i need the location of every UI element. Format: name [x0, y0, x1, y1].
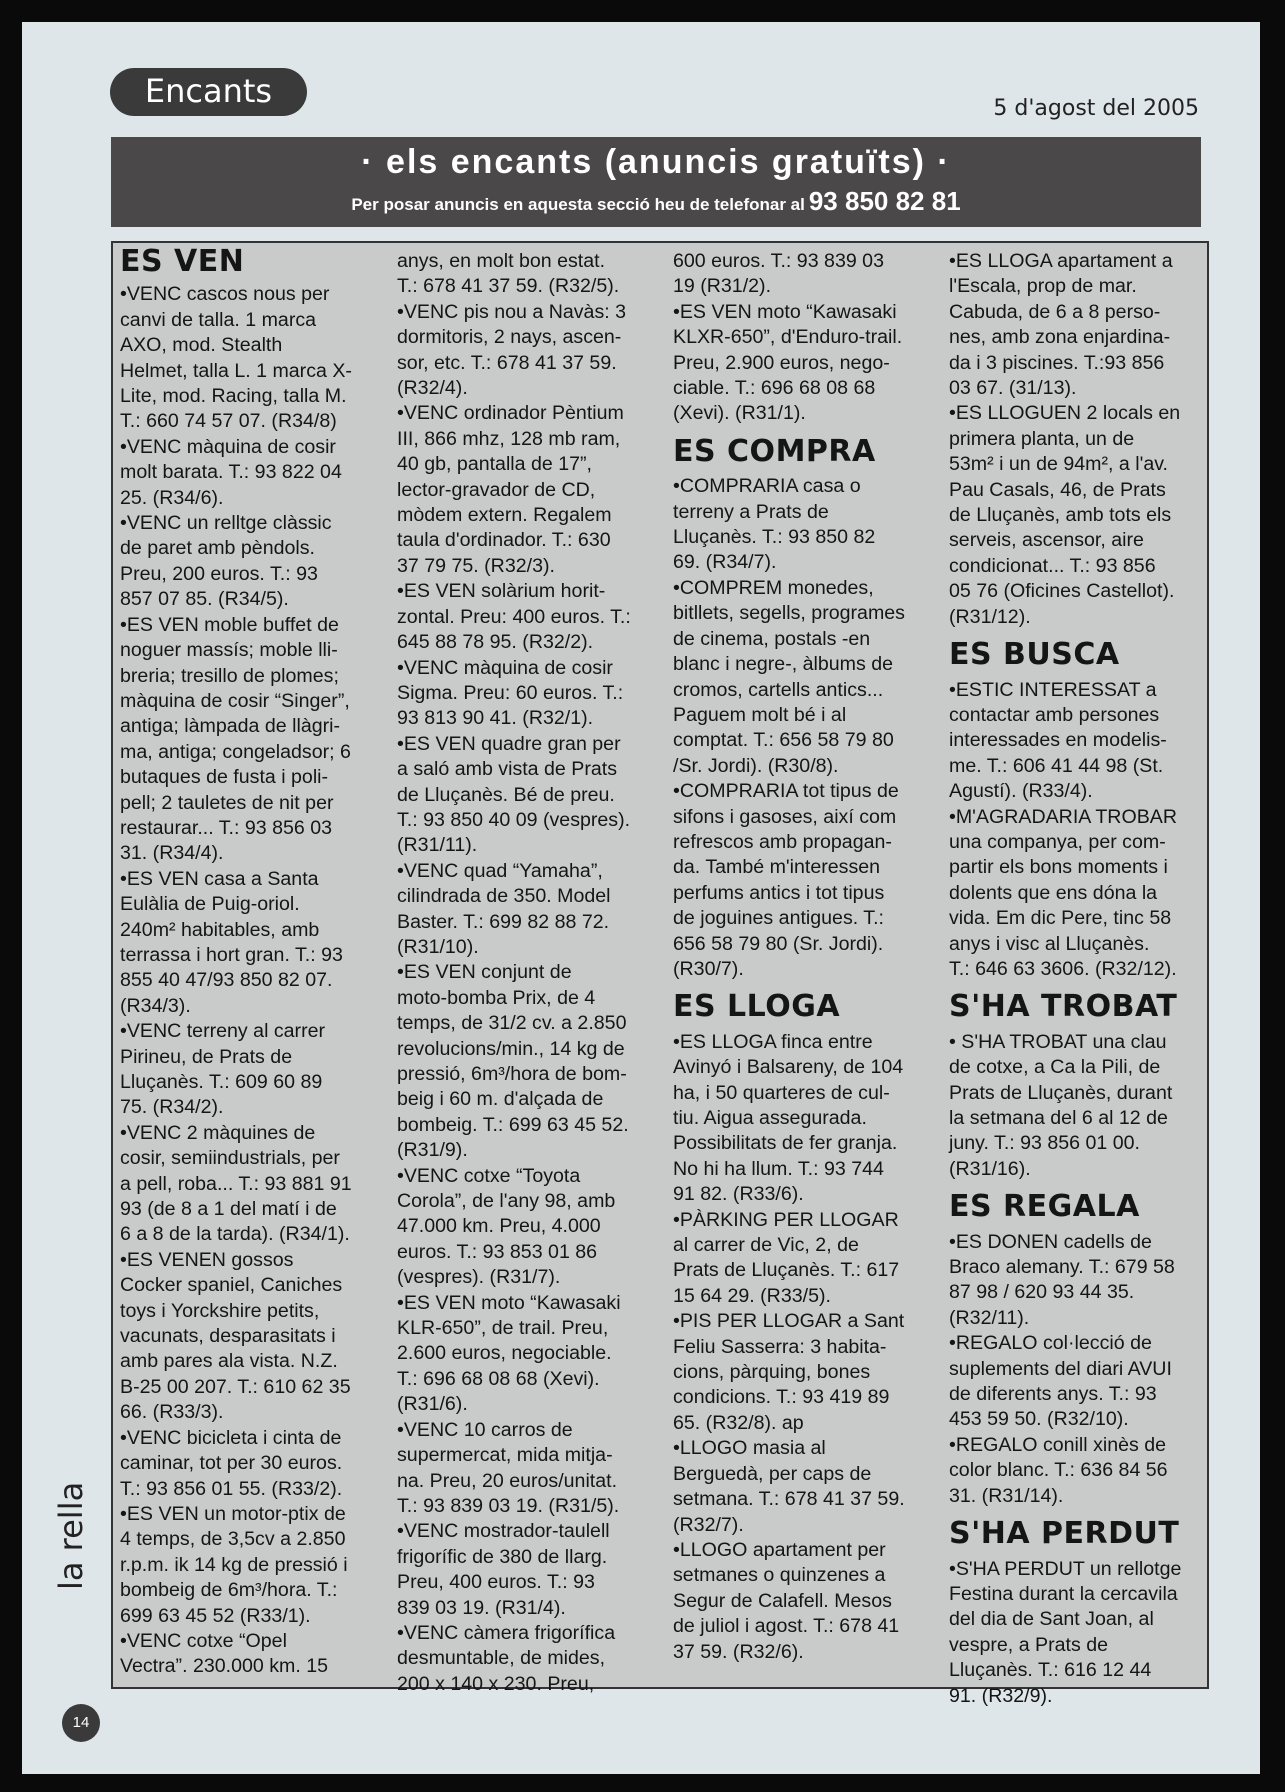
- ad-line: l'Escala, prop de mar.: [949, 275, 1137, 298]
- ad-line: (R31/9).: [397, 1139, 468, 1162]
- ad-line: •ES VEN solàrium horit-: [397, 580, 606, 603]
- ad-line: de Lluçanès. Bé de preu.: [397, 783, 615, 806]
- ad-line: 69. (R34/7).: [673, 551, 777, 574]
- ad-line: ciable. T.: 696 68 08 68: [673, 377, 876, 400]
- ad-line: bombeig de 6m³/hora. T.:: [120, 1579, 338, 1602]
- ad-line: a pell, roba... T.: 93 881 91: [120, 1172, 352, 1195]
- ad-line: de paret amb pèndols.: [120, 537, 315, 560]
- ad-line: bitllets, segells, programes: [673, 602, 905, 625]
- ad-line: la setmana del 6 al 12 de: [949, 1107, 1168, 1129]
- ad-line: 6 a 8 de la tarda). (R34/1).: [120, 1223, 350, 1246]
- ad-line: (R31/16).: [949, 1157, 1031, 1180]
- ad-line: anys, en molt bon estat.: [397, 250, 606, 272]
- ad-line: Paguem molt bé i al: [673, 703, 847, 726]
- ad-line: •VENC mostrador-taulell: [397, 1520, 610, 1543]
- ad-line: sor, etc. T.: 678 41 37 59.: [397, 351, 617, 374]
- ad-line: III, 866 mhz, 128 mb ram,: [397, 427, 621, 450]
- ad-line: interessades en modelis-: [949, 729, 1167, 752]
- ad-line: (R34/3).: [120, 994, 191, 1017]
- ad-line: 600 euros. T.: 93 839 03: [673, 250, 884, 272]
- banner-phone: 93 850 82 81: [808, 186, 961, 216]
- ad-line: 93 813 90 41. (R32/1).: [397, 707, 594, 730]
- ad-line: cilindrada de 350. Model: [397, 885, 611, 908]
- ad-line: bombeig. T.: 699 63 45 52.: [397, 1113, 629, 1136]
- ads-es-busca: [949, 678, 1207, 983]
- ad-line: •VENC un relltge clàssic: [120, 512, 332, 535]
- heading-sha-perdut: S'HA PERDUT: [949, 1516, 1180, 1552]
- ad-line: • S'HA TROBAT una clau: [949, 1030, 1167, 1053]
- ad-line: •VENC quad “Yamaha”,: [397, 859, 603, 882]
- ad-line: •ES VEN conjunt de: [397, 961, 572, 984]
- ad-line: de cinema, postals -en: [673, 627, 871, 650]
- ad-line: restaurar... T.: 93 856 03: [120, 816, 333, 839]
- ad-line: 645 88 78 95. (R32/2).: [397, 631, 594, 654]
- ad-line: T.: 660 74 57 07. (R34/8): [120, 410, 337, 433]
- ad-line: •VENC màquina de cosir: [120, 435, 336, 458]
- ad-line: euros. T.: 93 853 01 86: [397, 1240, 598, 1263]
- ads-es-compra: [673, 474, 931, 982]
- ad-line: 656 58 79 80 (Sr. Jordi).: [673, 932, 884, 955]
- classifieds-grid: [111, 241, 1209, 1707]
- publication-name: la rella: [52, 1481, 90, 1590]
- ad-line: •ES VEN casa a Santa: [120, 867, 319, 890]
- ad-line: •PIS PER LLOGAR a Sant: [673, 1310, 905, 1333]
- ad-line: na. Preu, 20 euros/unitat.: [397, 1469, 618, 1492]
- ad-line: Eulàlia de Puig-oriol.: [120, 893, 300, 916]
- ad-line: 05 76 (Oficines Castellot).: [949, 580, 1175, 603]
- ad-line: zontal. Preu: 400 euros. T.:: [397, 605, 631, 628]
- ad-line: 857 07 85. (R34/5).: [120, 588, 289, 611]
- ad-line: Prats de Lluçanès. T.: 617: [673, 1259, 900, 1282]
- heading-es-lloga: ES LLOGA: [673, 989, 841, 1025]
- ad-line: de joguines antigues. T.:: [673, 907, 884, 930]
- ad-line: (R31/10).: [397, 935, 479, 958]
- ad-line: 75. (R34/2).: [120, 1096, 224, 1119]
- ad-line: •VENC 10 carros de: [397, 1418, 573, 1441]
- heading-sha-trobat: S'HA TROBAT: [949, 989, 1178, 1025]
- ad-line: antiga; làmpada de llàgri-: [120, 715, 341, 738]
- ad-line: revolucions/min., 14 kg de: [397, 1037, 625, 1060]
- ad-line: moto-bomba Prix, de 4: [397, 986, 596, 1009]
- ad-line: B-25 00 207. T.: 610 62 35: [120, 1375, 351, 1398]
- ad-line: •VENC ordinador Pèntium: [397, 402, 624, 425]
- ad-line: a saló amb vista de Prats: [397, 758, 617, 781]
- ad-line: 03 67. (31/13).: [949, 377, 1077, 400]
- ad-line: 699 63 45 52 (R33/1).: [120, 1604, 311, 1627]
- ad-line: dormitoris, 2 nays, ascen-: [397, 326, 622, 349]
- ad-line: Sigma. Preu: 60 euros. T.:: [397, 681, 624, 704]
- banner-subtitle-text: Per posar anuncis en aquesta secció heu de telefonar al: [351, 195, 805, 214]
- ad-line: blanc i negre-, àlbums de: [673, 653, 894, 676]
- ad-line: contactar amb persones: [949, 703, 1160, 726]
- ad-line: (R31/11).: [397, 834, 478, 857]
- ad-line: cions, pàrquing, bones: [673, 1361, 871, 1384]
- ad-line: •ES VEN quadre gran per: [397, 732, 621, 755]
- ad-line: Corola”, de l'any 98, amb: [397, 1190, 616, 1213]
- ad-line: taula d'ordinador. T.: 630: [397, 529, 611, 552]
- ad-line: Feliu Sasserra: 3 habita-: [673, 1335, 887, 1358]
- ad-line: condicions. T.: 93 419 89: [673, 1386, 890, 1409]
- ad-line: •PÀRKING PER LLOGAR: [673, 1208, 899, 1231]
- ad-line: (R32/11).: [949, 1306, 1030, 1329]
- ad-line: (R32/4).: [397, 377, 468, 400]
- ad-line: (R30/7).: [673, 957, 744, 980]
- ad-line: Segur de Calafell. Mesos: [673, 1589, 892, 1612]
- ad-line: •ESTIC INTERESSAT a: [949, 678, 1157, 701]
- ad-line: T.: 93 850 40 09 (vespres).: [397, 808, 631, 831]
- ad-line: •COMPREM monedes,: [673, 576, 874, 599]
- ad-line: 15 64 29. (R33/5).: [673, 1284, 831, 1307]
- ad-line: 53m² i un de 94m², a l'av.: [949, 453, 1169, 476]
- ads-es-lloga: [673, 1030, 931, 1665]
- ad-line: màquina de cosir “Singer”,: [120, 689, 350, 712]
- ad-line: •VENC càmera frigorífica: [397, 1621, 616, 1644]
- ad-line: supermercat, mida mitja-: [397, 1444, 613, 1467]
- ad-line: Preu, 400 euros. T.: 93: [397, 1571, 595, 1594]
- ad-line: •VENC pis nou a Navàs: 3: [397, 300, 627, 323]
- ad-line: 4 temps, de 3,5cv a 2.850: [120, 1528, 346, 1551]
- ad-line: suplements del diari AVUI: [949, 1357, 1172, 1380]
- ad-line: da i 3 piscines. T.:93 856: [949, 351, 1165, 374]
- ad-line: amb pares ala vista. N.Z.: [120, 1350, 338, 1373]
- heading-es-compra: ES COMPRA: [673, 433, 876, 469]
- ads-es-ven-end: [673, 249, 931, 427]
- page-number: 14: [62, 1704, 100, 1742]
- ad-line: setmana. T.: 678 41 37 59.: [673, 1488, 905, 1511]
- ad-line: •ES VENEN gossos: [120, 1248, 294, 1271]
- column-3: [673, 249, 931, 1665]
- ad-line: Pau Casals, 46, de Prats: [949, 478, 1166, 501]
- ad-line: 2.600 euros, negociable.: [397, 1342, 612, 1365]
- ad-line: Cabuda, de 6 a 8 perso-: [949, 300, 1161, 323]
- ad-line: 91 82. (R33/6).: [673, 1183, 804, 1206]
- ad-line: Lite, mod. Racing, talla M.: [120, 385, 347, 408]
- ad-line: canvi de talla. 1 marca: [120, 308, 317, 331]
- ad-line: 19 (R31/2).: [673, 275, 772, 298]
- ad-line: del dia de Sant Joan, al: [949, 1608, 1154, 1631]
- ad-line: T.: 646 63 3606. (R32/12).: [949, 957, 1177, 980]
- ad-line: nes, amb zona enjardina-: [949, 326, 1171, 349]
- ad-line: Possibilitats de fer granja.: [673, 1132, 898, 1155]
- ad-line: Lluçanès. T.: 616 12 44: [949, 1659, 1152, 1682]
- ad-line: una companya, per com-: [949, 830, 1166, 853]
- ad-line: T.: 696 68 08 68 (Xevi).: [397, 1367, 600, 1390]
- ad-line: r.p.m. ik 14 kg de pressió i: [120, 1553, 348, 1576]
- ad-line: 65. (R32/8). ap: [673, 1411, 804, 1434]
- ad-line: •VENC cotxe “Opel: [120, 1629, 287, 1652]
- ad-line: 47.000 km. Preu, 4.000: [397, 1215, 601, 1238]
- ad-line: •VENC cascos nous per: [120, 283, 330, 306]
- heading-es-regala: ES REGALA: [949, 1189, 1140, 1225]
- ad-line: vida. Em dic Pere, tinc 58: [949, 907, 1172, 930]
- ad-line: •ES DONEN cadells de: [949, 1230, 1152, 1253]
- ad-line: 87 98 / 620 93 44 35.: [949, 1281, 1135, 1304]
- ads-sha-trobat: [949, 1030, 1207, 1182]
- ads-es-lloga-cont: [949, 249, 1207, 630]
- ad-line: Avinyó i Balsareny, de 104: [673, 1056, 904, 1079]
- ad-line: me. T.: 606 41 44 98 (St.: [949, 754, 1164, 777]
- ad-line: (R31/12).: [949, 605, 1031, 628]
- ad-line: 855 40 47/93 850 82 07.: [120, 969, 333, 992]
- ad-line: •COMPRARIA tot tipus de: [673, 780, 899, 803]
- ad-line: Prats de Lluçanès, durant: [949, 1081, 1173, 1104]
- ad-line: 240m² habitables, amb: [120, 918, 320, 941]
- ad-line: temps, de 31/2 cv. a 2.850: [397, 1012, 627, 1035]
- column-1: [120, 244, 378, 1680]
- ad-line: T.: 678 41 37 59. (R32/5).: [397, 275, 620, 298]
- ad-line: 839 03 19. (R31/4).: [397, 1596, 566, 1619]
- ad-line: 40 gb, pantalla de 17”,: [397, 453, 592, 476]
- ad-line: AXO, mod. Stealth: [120, 334, 283, 357]
- ad-line: beig i 60 m. d'alçada de: [397, 1088, 604, 1111]
- ad-line: 200 x 140 x 230. Preu,: [397, 1672, 595, 1695]
- ad-line: comptat. T.: 656 58 79 80: [673, 729, 894, 752]
- classifieds-banner: [111, 137, 1201, 227]
- ad-line: •COMPRARIA casa o: [673, 475, 861, 498]
- ad-line: •VENC màquina de cosir: [397, 656, 613, 679]
- issue-date: 5 d'agost del 2005: [993, 96, 1199, 121]
- banner-subtitle: [111, 186, 1201, 217]
- heading-es-busca: ES BUSCA: [949, 637, 1120, 673]
- ad-line: Berguedà, per caps de: [673, 1462, 872, 1485]
- ads-es-regala: [949, 1230, 1207, 1509]
- ad-line: tiu. Aigua assegurada.: [673, 1107, 867, 1129]
- ad-line: KLXR-650”, d'Enduro-trail.: [673, 326, 903, 349]
- ad-line: de cotxe, a Ca la Pili, de: [949, 1056, 1161, 1079]
- ad-line: toys i Yorckshire petits,: [120, 1299, 320, 1322]
- ad-line: •ES VEN moto “Kawasaki: [673, 300, 897, 323]
- ad-line: de juliol i agost. T.: 678 41: [673, 1615, 900, 1638]
- ad-line: terrassa i hort gran. T.: 93: [120, 943, 343, 966]
- ad-line: Agustí). (R33/4).: [949, 780, 1093, 803]
- column-4: [949, 249, 1207, 1709]
- ad-line: (Xevi). (R31/1).: [673, 402, 806, 425]
- ad-line: 91. (R32/9).: [949, 1684, 1053, 1707]
- ad-line: •S'HA PERDUT un rellotge: [949, 1557, 1182, 1580]
- ad-line: Braco alemany. T.: 679 58: [949, 1256, 1175, 1279]
- heading-es-ven: ES VEN: [120, 244, 245, 279]
- ad-line: •REGALO col·lecció de: [949, 1332, 1152, 1355]
- ads-sha-perdut: [949, 1557, 1207, 1709]
- ad-line: 93 (de 8 a 1 del matí i de: [120, 1198, 337, 1221]
- ad-line: •LLOGO apartament per: [673, 1538, 886, 1561]
- ad-line: •VENC cotxe “Toyota: [397, 1164, 581, 1187]
- ad-line: •ES LLOGA apartament a: [949, 250, 1173, 272]
- ad-line: refrescos amb propagan-: [673, 830, 892, 853]
- ad-line: sifons i gasoses, així com: [673, 805, 897, 828]
- ad-line: •ES LLOGUEN 2 locals en: [949, 402, 1181, 425]
- ad-line: •VENC 2 màquines de: [120, 1121, 316, 1144]
- ad-line: KLR-650”, de trail. Preu,: [397, 1317, 609, 1340]
- ad-line: •VENC bicicleta i cinta de: [120, 1426, 342, 1449]
- ad-line: partir els bons moments i: [949, 856, 1168, 879]
- ad-line: desmuntable, de mides,: [397, 1647, 606, 1670]
- ad-line: vespre, a Prats de: [949, 1633, 1109, 1656]
- ad-line: (vespres). (R31/7).: [397, 1266, 561, 1289]
- ad-line: Lluçanès. T.: 609 60 89: [120, 1071, 323, 1093]
- ad-line: al carrer de Vic, 2, de: [673, 1234, 859, 1257]
- ad-line: •REGALO conill xinès de: [949, 1433, 1167, 1456]
- ad-line: vacunats, desparasitats i: [120, 1325, 336, 1348]
- ad-line: color blanc. T.: 636 84 56: [949, 1459, 1168, 1482]
- ad-line: butaques de fusta i poli-: [120, 766, 329, 789]
- ad-line: pell; 2 tauletes de nit per: [120, 791, 334, 814]
- ad-line: (R31/6).: [397, 1393, 468, 1416]
- ad-line: condicionat... T.: 93 856: [949, 554, 1156, 577]
- ad-line: No hi ha llum. T.: 93 744: [673, 1157, 884, 1180]
- ad-line: terreny a Prats de: [673, 500, 829, 523]
- ad-line: Cocker spaniel, Caniches: [120, 1274, 343, 1297]
- ad-line: perfums antics i tot tipus: [673, 881, 885, 904]
- ad-line: •LLOGO masia al: [673, 1437, 826, 1460]
- ad-line: caminar, tot per 30 euros.: [120, 1452, 343, 1475]
- ad-line: frigorífic de 380 de llarg.: [397, 1545, 608, 1568]
- ad-line: Vectra”. 230.000 km. 15: [120, 1655, 329, 1678]
- ad-line: 453 59 50. (R32/10).: [949, 1408, 1129, 1431]
- ad-line: 25. (R34/6).: [120, 486, 224, 509]
- ad-line: Pirineu, de Prats de: [120, 1045, 293, 1068]
- ad-line: •ES LLOGA finca entre: [673, 1030, 873, 1053]
- ad-line: ha, i 50 quarteres de cul-: [673, 1081, 890, 1104]
- ad-line: Preu, 2.900 euros, nego-: [673, 351, 890, 374]
- ad-line: juny. T.: 93 856 01 00.: [949, 1132, 1140, 1155]
- ad-line: 66. (R33/3).: [120, 1401, 224, 1424]
- ad-line: Helmet, talla L. 1 marca X-: [120, 359, 352, 382]
- ad-line: noguer massís; moble lli-: [120, 639, 338, 662]
- ad-line: •M'AGRADARIA TROBAR: [949, 805, 1177, 828]
- ad-line: 31. (R34/4).: [120, 842, 224, 865]
- ad-line: 37 59. (R32/6).: [673, 1640, 804, 1663]
- ad-line: Preu, 200 euros. T.: 93: [120, 562, 318, 585]
- ad-line: de diferents anys. T.: 93: [949, 1383, 1157, 1406]
- column-2: [397, 249, 655, 1697]
- section-tab: Encants: [110, 68, 307, 116]
- ad-line: molt barata. T.: 93 822 04: [120, 461, 342, 484]
- ads-es-ven-cont: [397, 249, 655, 1697]
- banner-title: · els encants (anuncis gratuïts) ·: [361, 143, 951, 181]
- ad-line: (R32/7).: [673, 1513, 744, 1536]
- ad-line: lector-gravador de CD,: [397, 478, 596, 501]
- ad-line: Baster. T.: 699 82 88 72.: [397, 910, 610, 933]
- ad-line: de Lluçanès, amb tots els: [949, 504, 1172, 527]
- ad-line: primera planta, un de: [949, 427, 1135, 450]
- ad-line: 37 79 75. (R32/3).: [397, 554, 555, 577]
- ad-line: da. També m'interessen: [673, 856, 881, 879]
- ad-line: cromos, cartells antics...: [673, 678, 884, 701]
- ad-line: •VENC terreny al carrer: [120, 1020, 326, 1043]
- ad-line: cosir, semiindustrials, per: [120, 1147, 340, 1170]
- ad-line: Lluçanès. T.: 93 850 82: [673, 526, 876, 549]
- ad-line: 31. (R31/14).: [949, 1484, 1064, 1507]
- ad-line: breria; tresillo de plomes;: [120, 664, 339, 687]
- ad-line: serveis, ascensor, aire: [949, 529, 1144, 552]
- ad-line: Festina durant la cercavila: [949, 1582, 1178, 1605]
- ad-line: anys i visc al Lluçanès.: [949, 932, 1150, 955]
- ads-es-ven: [120, 282, 378, 1679]
- ad-line: pressió, 6m³/hora de bom-: [397, 1063, 627, 1085]
- ad-line: ma, antiga; congeladsor; 6: [120, 740, 351, 763]
- ad-line: •ES VEN un motor-ptix de: [120, 1502, 346, 1525]
- ad-line: dolents que ens dóna la: [949, 881, 1158, 904]
- ad-line: •ES VEN moble buffet de: [120, 613, 339, 636]
- ad-line: setmanes o quinzenes a: [673, 1564, 886, 1587]
- ad-line: •ES VEN moto “Kawasaki: [397, 1291, 621, 1314]
- ad-line: /Sr. Jordi). (R30/8).: [673, 754, 839, 777]
- ad-line: T.: 93 856 01 55. (R33/2).: [120, 1477, 343, 1500]
- ad-line: T.: 93 839 03 19. (R31/5).: [397, 1494, 620, 1517]
- ad-line: mòdem extern. Regalem: [397, 504, 612, 527]
